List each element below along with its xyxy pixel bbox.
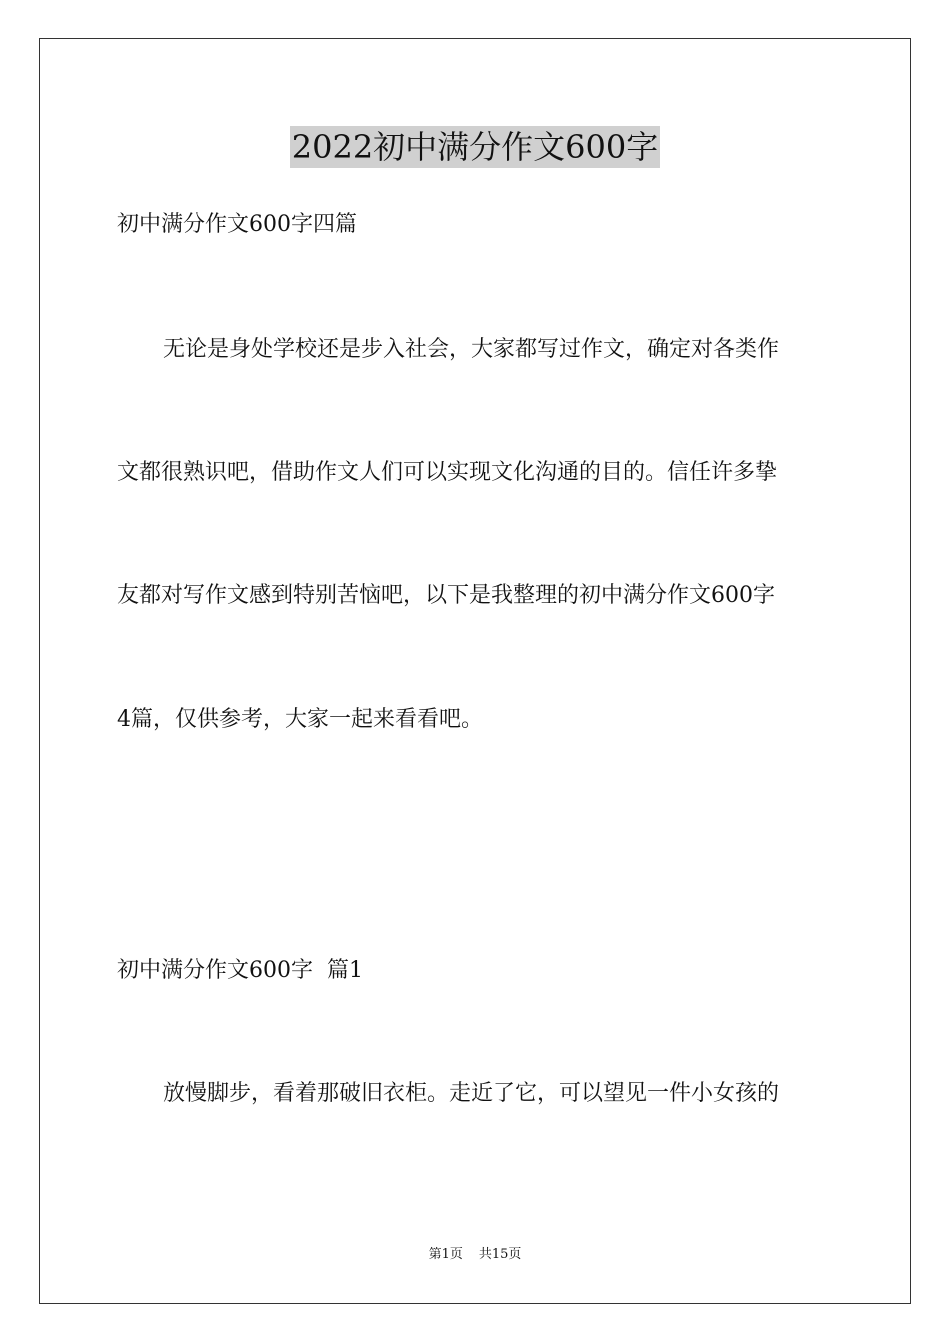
page-footer: [0, 1246, 950, 1264]
document-subtitle: 初中满分作文600字四篇: [117, 212, 357, 237]
intro-line-1: 无论是身处学校还是步入社会，大家都写过作文，确定对各类作: [163, 337, 780, 362]
title-container: [0, 126, 950, 168]
page-number: 第1页: [428, 1247, 463, 1262]
section-line-1: 放慢脚步，看着那破旧衣柜。走近了它，可以望见一件小女孩的: [163, 1081, 780, 1106]
intro-line-4: 4篇，仅供参考，大家一起来看看吧。: [117, 707, 483, 732]
section-heading: 初中满分作文600字 篇1: [117, 958, 363, 983]
intro-line-3: 友都对写作文感到特别苦恼吧，以下是我整理的初中满分作文600字: [117, 583, 775, 608]
page-total: 共15页: [478, 1247, 522, 1262]
document-title: 2022初中满分作文600字: [291, 128, 659, 166]
intro-line-2: 文都很熟识吧，借助作文人们可以实现文化沟通的目的。信任许多挚: [117, 460, 778, 485]
